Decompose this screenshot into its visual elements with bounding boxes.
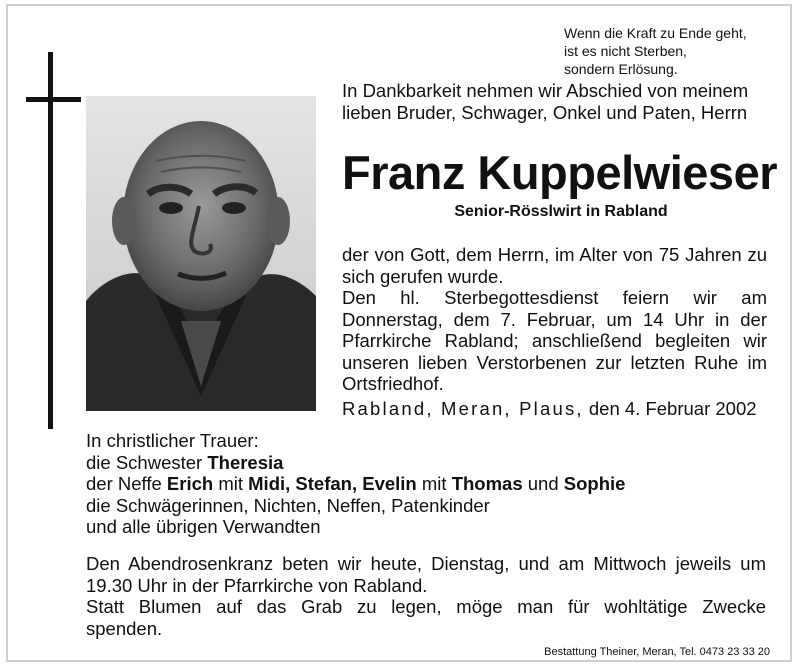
closing-line: Den Abendrosenkranz beten wir heute, Dienstag, und am Mittwoch jeweils um: [86, 553, 766, 574]
text-line: Ortsfriedhof.: [342, 373, 444, 394]
closing-text: [86, 553, 766, 639]
motto-line: sondern Erlösung.: [564, 61, 678, 77]
announcement-text: [342, 244, 767, 395]
mourner-name: Sophie: [563, 473, 626, 494]
closing-line: 19.30 Uhr in der Pfarrkirche von Rabland.: [86, 574, 428, 596]
mourner-line: und alle übrigen Verwandten: [86, 516, 321, 537]
intro-line: In Dankbarkeit nehmen wir Abschied von meinem: [342, 80, 749, 101]
mourner-name: Erich: [166, 473, 214, 494]
mourner-line: [86, 473, 776, 495]
deceased-title: Senior-Rösslwirt in Rabland: [454, 203, 668, 220]
text-line: unseren lieben Verstorbenen zur letzten Ruhe im: [342, 351, 767, 373]
mourners-list: [86, 430, 776, 538]
mourner-name: Thomas: [451, 473, 523, 494]
motto-quote: [564, 24, 774, 78]
text-line: Donnerstag, dem 7. Februar, um 14 Uhr in der: [342, 308, 767, 330]
mourner-conj: mit: [218, 473, 243, 494]
mourners-heading: In christlicher Trauer:: [86, 430, 259, 451]
mourner-prefix: der Neffe: [86, 473, 162, 494]
date: den 4. Februar 2002: [588, 398, 757, 419]
text-line: Den hl. Sterbegottesdienst feiern wir am: [342, 287, 767, 308]
closing-line: spenden.: [86, 617, 163, 639]
funeral-home-credit: Bestattung Theiner, Meran, Tel. 0473 23 33 20: [544, 646, 770, 658]
motto-line: ist es nicht Sterben,: [564, 43, 687, 59]
cross-icon-bar: [26, 97, 81, 102]
mourner-conj: und: [527, 473, 559, 494]
mourner-prefix: die Schwester: [86, 451, 203, 473]
mourner-conj: mit: [421, 473, 447, 494]
text-line: Pfarrkirche Rabland; anschließend begleiten wir: [342, 330, 767, 351]
motto-line: Wenn die Kraft zu Ende geht,: [564, 25, 747, 41]
portrait-photo-drawing: [86, 96, 316, 411]
mourner-line: die Schwägerinnen, Nichten, Neffen, Patenkinder: [86, 494, 490, 516]
closing-line: Statt Blumen auf das Grab zu legen, möge man für wohltätige Zwecke: [86, 596, 766, 617]
mourner-line: [86, 452, 776, 474]
intro-line: lieben Bruder, Schwager, Onkel und Paten, Herrn: [342, 102, 748, 123]
place: Rabland, Meran, Plaus,: [342, 398, 584, 419]
mourner-name: Theresia: [207, 451, 284, 473]
text-line: der von Gott, dem Herrn, im Alter von 75 Jahren zu: [342, 244, 767, 265]
text-line: sich gerufen wurde.: [342, 265, 504, 287]
deceased-name: Franz Kuppelwieser: [342, 146, 777, 199]
portrait-photo: [86, 96, 316, 411]
intro-text: [342, 80, 772, 124]
mourner-name: Midi, Stefan, Evelin: [248, 473, 417, 494]
place-date: [342, 398, 767, 420]
cross-icon: [48, 52, 53, 429]
